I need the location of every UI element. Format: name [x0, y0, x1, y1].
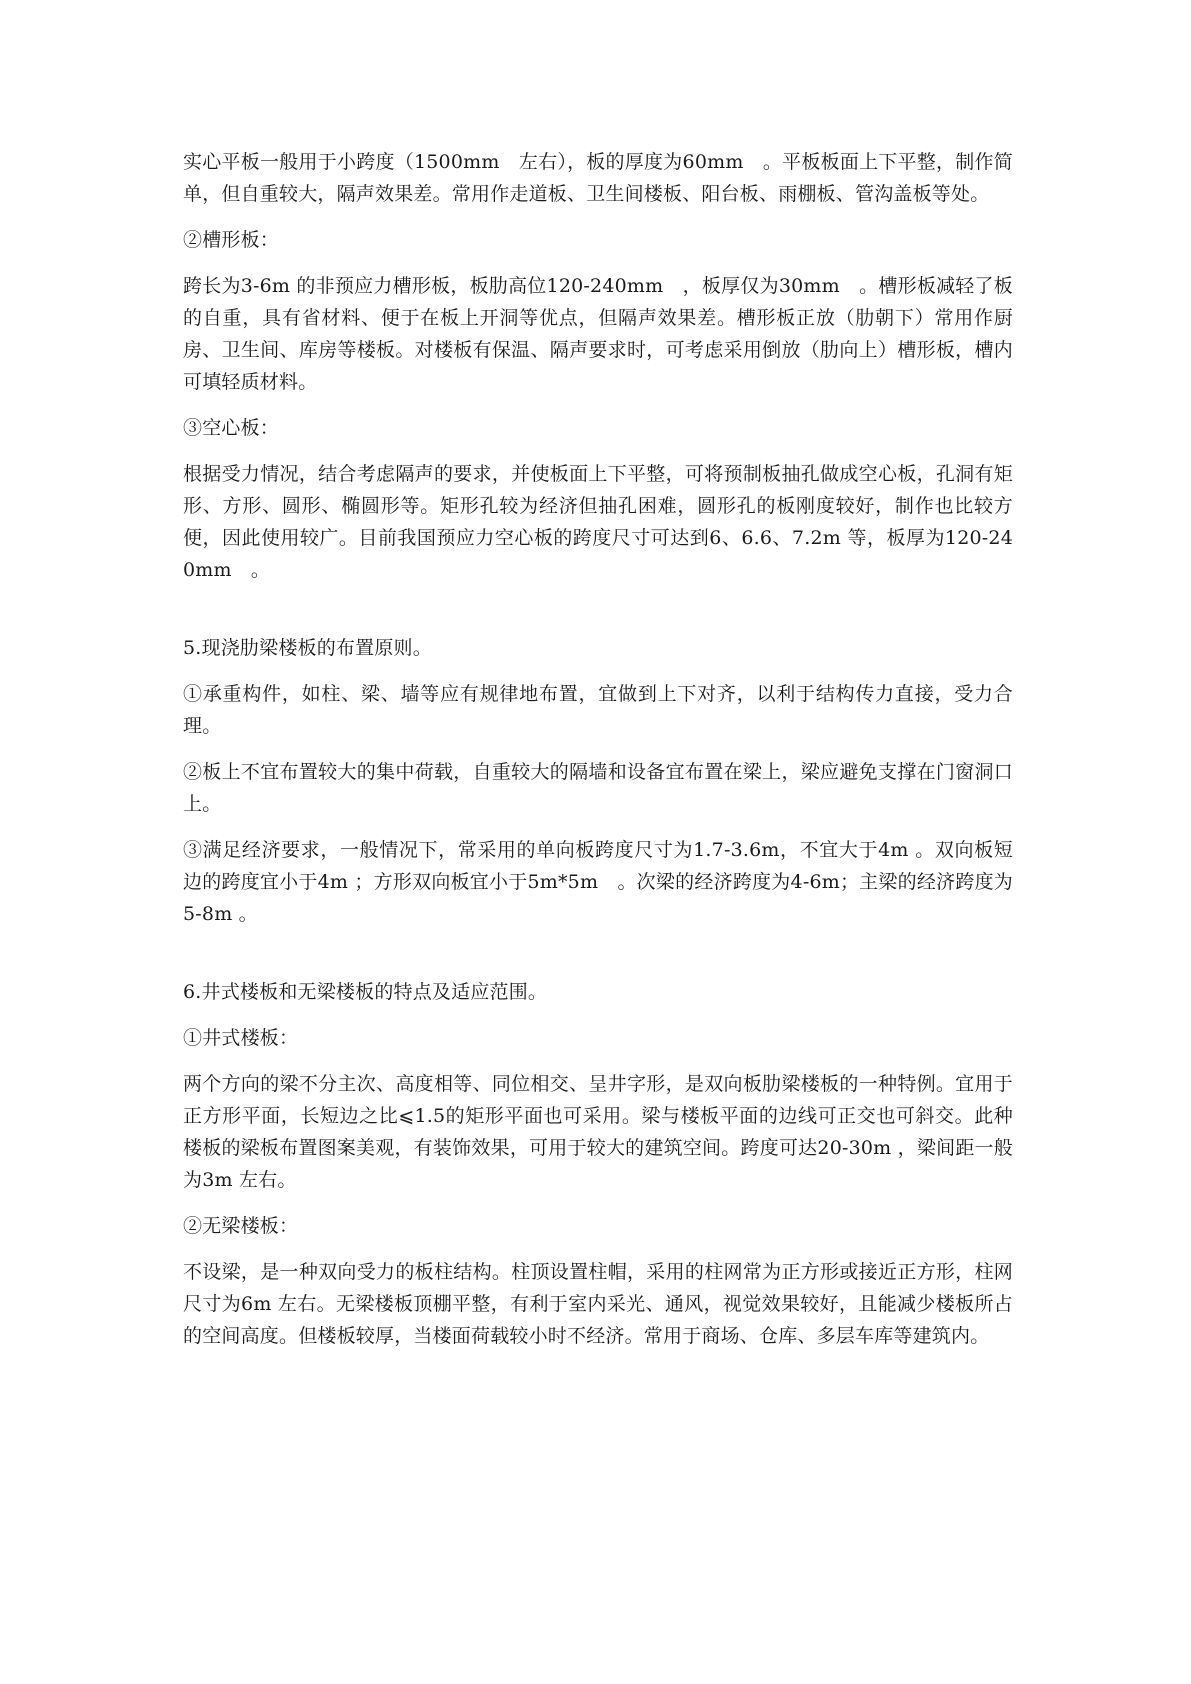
paragraph-flat-slab: 不设梁，是一种双向受力的板柱结构。柱顶设置柱帽，采用的柱网常为正方形或接近正方形，柱网尺寸为6m 左右。无梁楼板顶棚平整，有利于室内采光、通风，视觉效果较好，且能减少楼板所占的空间高度。但楼板较厚，当楼面荷载较小时不经济。常用于商场、仓库、多层车库等建筑内。 — [183, 1261, 1013, 1347]
spacer — [183, 930, 1013, 976]
spacer — [183, 820, 1013, 834]
paragraph-rule-3: ③满足经济要求，一般情况下，常采用的单向板跨度尺寸为1.7-3.6m，不宜大于4m 。双向板短边的跨度宜小于4m ；方形双向板宜小于5m*5m 。次梁的经济跨度为4-6m；主梁的经济跨度为5-8m 。 — [183, 839, 1013, 925]
spacer — [183, 256, 1013, 270]
paragraph-rule-2: ②板上不宜布置较大的集中荷载，自重较大的隔墙和设备宜布置在梁上，梁应避免支撑在门窗洞口上。 — [183, 761, 1013, 815]
heading-waffle-slab: ①井式楼板： — [183, 1027, 299, 1049]
paragraph-waffle-slab: 两个方向的梁不分主次、高度相等、同位相交、呈井字形，是双向板肋梁楼板的一种特例。宜用于正方形平面，长短边之比⩽1.5的矩形平面也可采用。梁与楼板平面的边线可正交也可斜交。此种楼板的梁板布置图案美观，有装饰效果，可用于较大的建筑空间。跨度可达20-30m ，梁间距一般为3m 左右。 — [183, 1073, 1013, 1191]
spacer — [183, 210, 1013, 224]
paragraph-rule-1: ①承重构件，如柱、梁、墙等应有规律地布置，宜做到上下对齐，以利于结构传力直接，受力合理。 — [183, 683, 1013, 737]
paragraph-channel-slab: 跨长为3-6m 的非预应力槽形板，板肋高位120-240mm ，板厚仅为30mm 。槽形板减轻了板的自重，具有省材料、便于在板上开洞等优点，但隔声效果差。槽形板正放（肋朝下）常用作厨房、卫生间、库房等楼板。对楼板有保温、隔声要求时，可考虑采用倒放（肋向上）槽形板，槽内可填轻质材料。 — [183, 275, 1013, 393]
spacer — [183, 586, 1013, 632]
paragraph-hollow-slab: 根据受力情况，结合考虑隔声的要求，并使板面上下平整，可将预制板抽孔做成空心板，孔洞有矩形、方形、圆形、椭圆形等。矩形孔较为经济但抽孔困难，圆形孔的板刚度较好，制作也比较方便，因此使用较广。目前我国预应力空心板的跨度尺寸可达到6、6.6、7.2m 等，板厚为120-240mm 。 — [183, 463, 1013, 581]
spacer — [183, 398, 1013, 412]
spacer — [183, 742, 1013, 756]
spacer — [183, 664, 1013, 678]
paragraph-solid-slab: 实心平板一般用于小跨度（1500mm 左右），板的厚度为60mm 。平板板面上下平整，制作简单，但自重较大，隔声效果差。常用作走道板、卫生间楼板、阳台板、雨棚板、管沟盖板等处。 — [183, 151, 1013, 205]
heading-flat-slab: ②无梁楼板： — [183, 1215, 299, 1237]
spacer — [183, 1242, 1013, 1256]
section-heading-5: 5.现浇肋梁楼板的布置原则。 — [183, 637, 432, 659]
spacer — [183, 444, 1013, 458]
spacer — [183, 1054, 1013, 1068]
spacer — [183, 1008, 1013, 1022]
heading-channel-slab: ②槽形板： — [183, 229, 280, 251]
spacer — [183, 1196, 1013, 1210]
section-heading-6: 6.井式楼板和无梁楼板的特点及适应范围。 — [183, 981, 548, 1003]
document-page — [183, 146, 1013, 1352]
heading-hollow-slab: ③空心板： — [183, 417, 280, 439]
